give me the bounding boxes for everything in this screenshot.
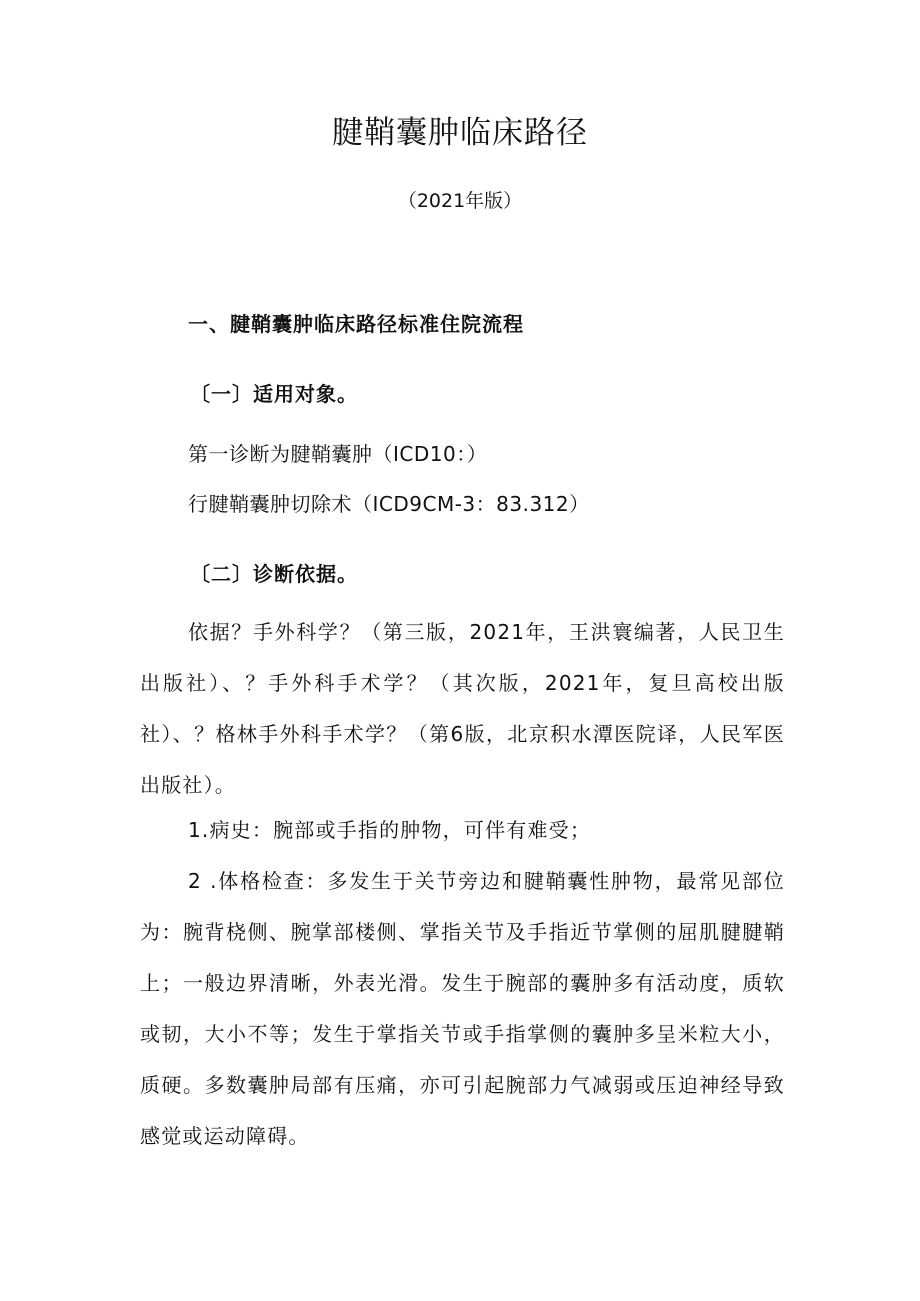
history-item: 1.病史：腕部或手指的肿物，可伴有难受； [188, 818, 592, 842]
exam-item: 2 .体格检查：多发生于关节旁边和腱鞘囊性肿物，最常见部位为：腕背桡侧、腕掌部楼侧、掌指关节及手指近节掌侧的屈肌腱腱鞘上；一般边界清晰，外表光滑。发生于腕部的囊肿多有活动度，质软或韧，大小不等；发生于掌指关节或手指掌侧的囊肿多呈米粒大小，质硬。多数囊肿局部有压痛，亦可引起腕部力气减弱或压迫神经导致感觉或运动障碍。 [140, 869, 785, 1148]
section-heading: 一、腱鞘囊肿临床路径标准住院流程 [188, 312, 524, 336]
basis-paragraph: 依据？手外科学？（第三版，2021年，王洪寰编著，人民卫生出版社）、？手外科手术学？（其次版，2021年，复旦高校出版社）、？格林手外科手术学？（第6版，北京积水潭医院译，人民军医出版社）。 [140, 620, 785, 797]
diagnosis-line: 第一诊断为腱鞘囊肿（ICD10：） [188, 442, 488, 466]
document-version: （2021年版） [397, 190, 523, 212]
subsection-heading-basis: 〔二〕诊断依据。 [190, 562, 358, 586]
subsection-heading-scope: 〔一〕适用对象。 [190, 382, 358, 406]
surgery-line: 行腱鞘囊肿切除术（ICD9CM-3：83.312） [188, 492, 590, 516]
document-title: 腱鞘囊肿临床路径 [332, 115, 588, 151]
